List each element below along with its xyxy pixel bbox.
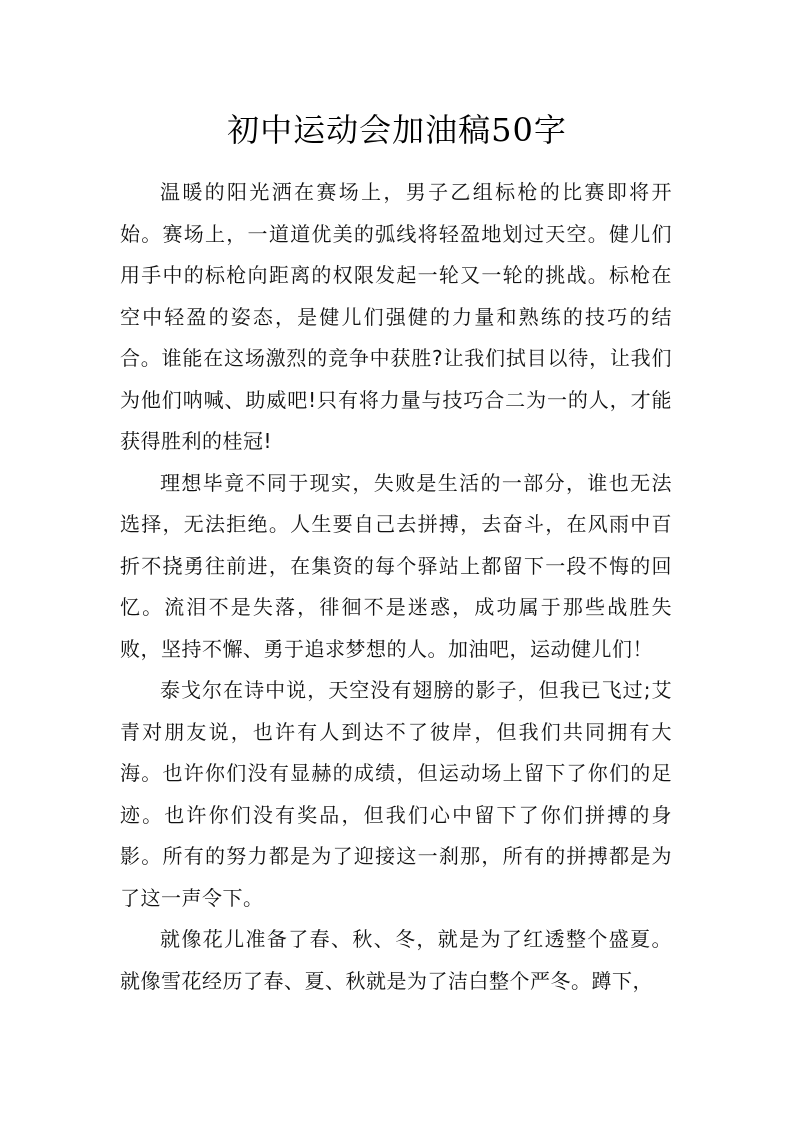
paragraph-2: 理想毕竟不同于现实，失败是生活的一部分，谁也无法选择，无法拒绝。人生要自己去拼搏，去奋斗，在风雨中百折不挠勇往前进，在集资的每个驿站上都留下一段不悔的回忆。流泪不是失落，徘徊不是迷惑，成功属于那些战胜失败，坚持不懈、勇于追求梦想的人。加油吧，运动健儿们！ — [120, 470, 672, 661]
document-body — [120, 172, 672, 1002]
paragraph-1: 温暖的阳光洒在赛场上，男子乙组标枪的比赛即将开始。赛场上，一道道优美的弧线将轻盈地划过天空。健儿们用手中的标枪向距离的权限发起一轮又一轮的挑战。标枪在空中轻盈的姿态，是健儿们强健的力量和熟练的技巧的结合。谁能在这场激烈的竞争中获胜?让我们拭目以待，让我们为他们呐喊、助威吧!只有将力量与技巧合二为一的人，才能获得胜利的桂冠! — [120, 180, 672, 453]
paragraph-3: 泰戈尔在诗中说，天空没有翅膀的影子，但我已飞过;艾青对朋友说，也许有人到达不了彼岸，但我们共同拥有大海。也许你们没有显赫的成绩，但运动场上留下了你们的足迹。也许你们没有奖品，但我们心中留下了你们拼搏的身影。所有的努力都是为了迎接这一刹那，所有的拼搏都是为了这一声令下。 — [120, 678, 672, 910]
document-title: 初中运动会加油稿50字 — [227, 111, 567, 149]
paragraph-4: 就像花儿准备了春、秋、冬，就是为了红透整个盛夏。就像雪花经历了春、夏、秋就是为了洁白整个严冬。蹲下， — [120, 927, 672, 993]
